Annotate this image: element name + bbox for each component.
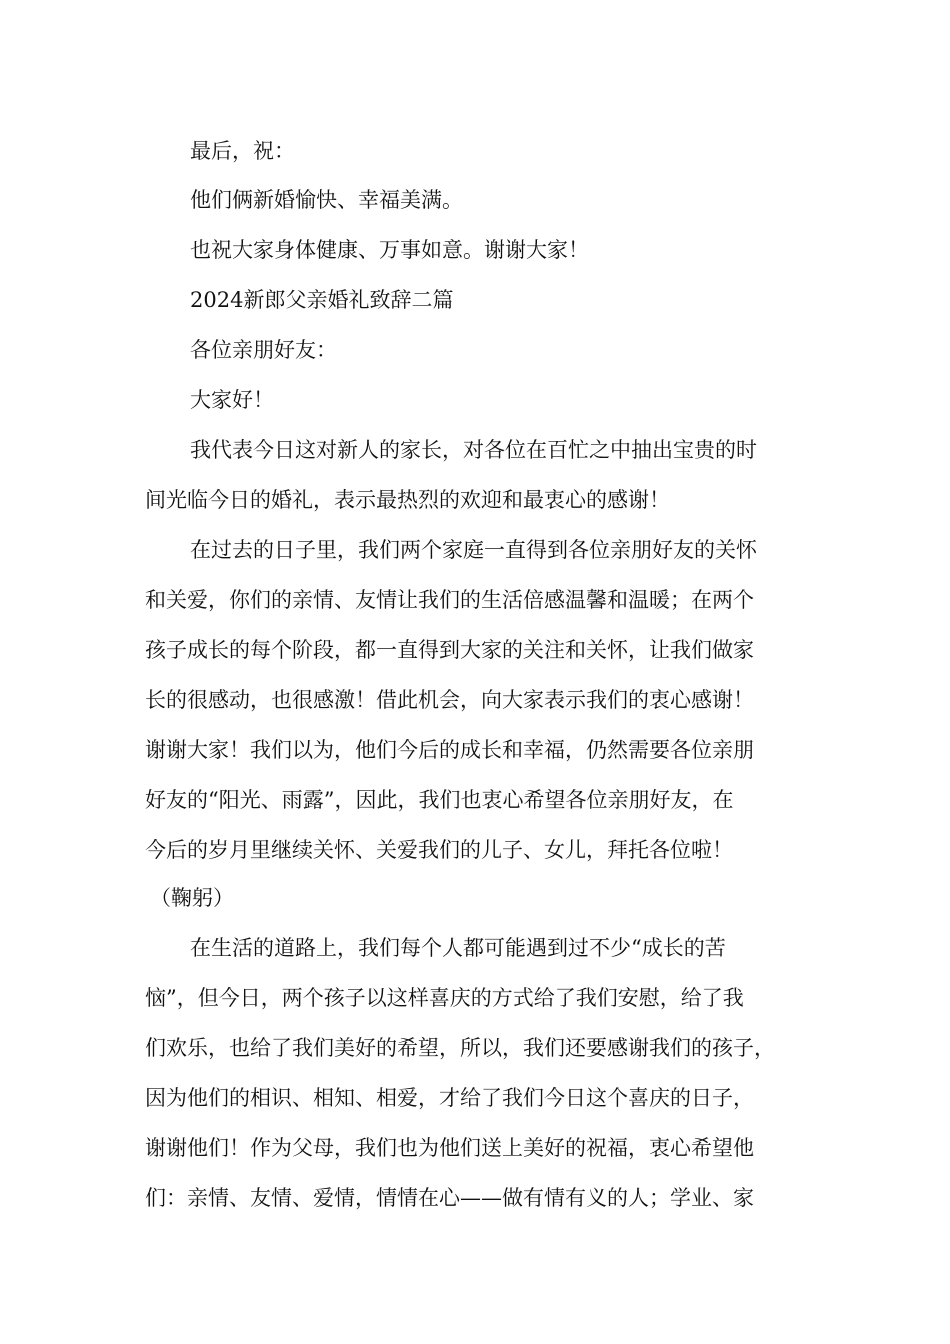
paragraph-line: 谢谢他们！作为父母，我们也为他们送上美好的祝福，衷心希望他 [145, 1136, 754, 1160]
paragraph-line: 们欢乐，也给了我们美好的希望，所以，我们还要感谢我们的孩子， [145, 1036, 775, 1060]
section-title: 2024新郎父亲婚礼致辞二篇 [190, 288, 454, 312]
paragraph-line: 长的很感动，也很感激！借此机会，向大家表示我们的衷心感谢！ [145, 688, 754, 712]
text-line: 最后，祝： [190, 139, 295, 163]
paragraph-line: 间光临今日的婚礼，表示最热烈的欢迎和最衷心的感谢！ [145, 488, 670, 512]
paragraph-line: 在过去的日子里，我们两个家庭一直得到各位亲朋好友的关怀 [190, 538, 757, 562]
text-line: 他们俩新婚愉快、幸福美满。 [190, 188, 463, 212]
greeting: 大家好！ [190, 388, 274, 412]
paragraph-line: 在生活的道路上，我们每个人都可能遇到过不少“成长的苦 [190, 936, 726, 960]
paragraph-line: 恼”，但今日，两个孩子以这样喜庆的方式给了我们安慰，给了我 [145, 986, 744, 1010]
paragraph-line: 谢谢大家！我们以为，他们今后的成长和幸福，仍然需要各位亲朋 [145, 738, 754, 762]
salutation: 各位亲朋好友： [190, 338, 337, 362]
paragraph-line: 和关爱，你们的亲情、友情让我们的生活倍感温馨和温暖；在两个 [145, 588, 754, 612]
paragraph-line: 们：亲情、友情、爱情，情情在心——做有情有义的人；学业、家 [145, 1186, 754, 1210]
paragraph-line: （鞠躬） [150, 886, 234, 910]
paragraph-line: 因为他们的相识、相知、相爱，才给了我们今日这个喜庆的日子， [145, 1086, 754, 1110]
paragraph-line: 我代表今日这对新人的家长，对各位在百忙之中抽出宝贵的时 [190, 438, 757, 462]
paragraph-line: 好友的“阳光、雨露”，因此，我们也衷心希望各位亲朋好友，在 [145, 788, 734, 812]
text-line: 也祝大家身体健康、万事如意。谢谢大家！ [190, 238, 589, 262]
paragraph-line: 孩子成长的每个阶段，都一直得到大家的关注和关怀，让我们做家 [145, 638, 754, 662]
paragraph-line: 今后的岁月里继续关怀、关爱我们的儿子、女儿，拜托各位啦！ [145, 838, 733, 862]
